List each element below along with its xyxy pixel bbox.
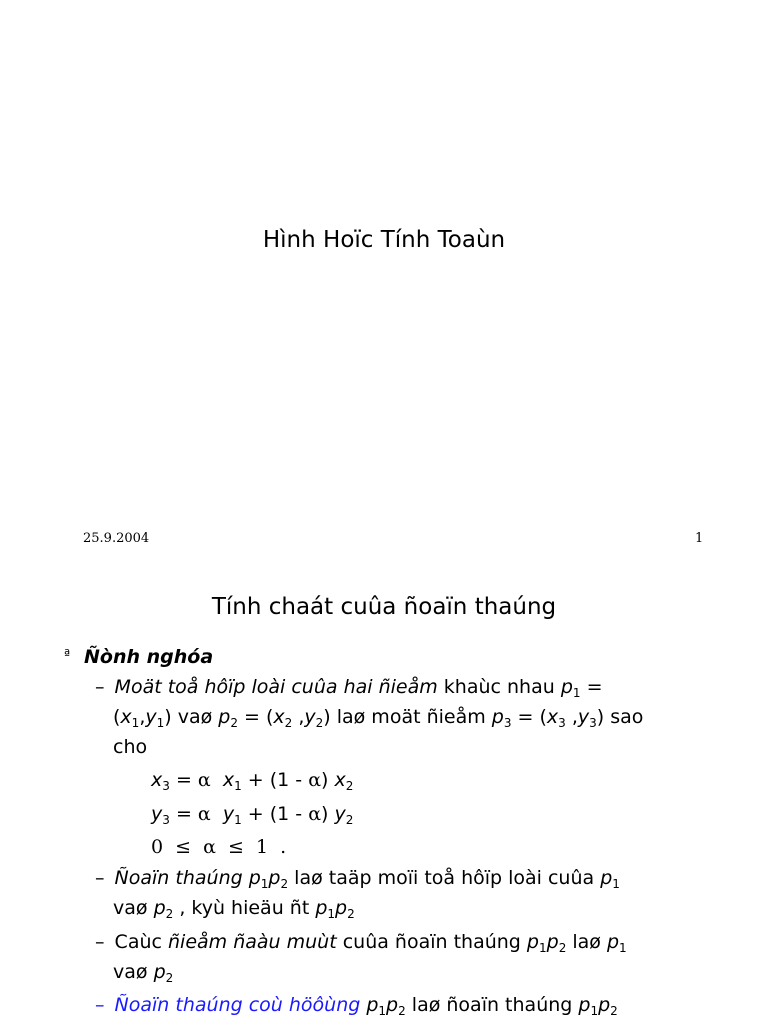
bullet-icon: ª — [64, 648, 71, 663]
definition-line-2: $(x_1,y_1)$ vaø $p_2 = (x_2$ $,y_2$) laø moät ñieåm $p_3 = (x_3$ $,y_3$) sao — [113, 706, 644, 730]
slide-1-page-number: 1 — [695, 531, 704, 546]
endpoints-line-1: – Caùc ñieåm ñaàu muùt cuûa ñoaïn thaúng $p_1p_2$ laø $p_1$ — [95, 931, 627, 955]
definition-line-3: cho — [113, 736, 148, 758]
formula-alpha-range: 0 ≤ α ≤ 1 . — [151, 836, 287, 858]
slide-2 — [0, 560, 768, 1024]
formula-y3: $y_3 = \alpha$ $y_1 + (1 - \alpha)$ $y_2$ — [151, 803, 354, 827]
slide-1-date: 25.9.2004 — [83, 531, 150, 546]
endpoints-line-2: vaø $p_2$ — [113, 961, 174, 985]
segment-line-1: – Ñoaïn thaúng $p_1p_2$ laø taäp moïi toå hôïp loài cuûa $p_1$ — [95, 867, 620, 891]
definition-line-1: – Moät toå hôïp loài cuûa hai ñieåm khaùc nhau $p_1$ = — [95, 676, 603, 700]
definition-heading: Ñònh nghóa — [84, 646, 214, 668]
slide-1-title: Hình Hoïc Tính Toaùn — [262, 227, 506, 253]
segment-line-2: vaø $p_2$ , kyù hieäu ñt $p_1p_2$ — [113, 897, 355, 921]
formula-x3: $x_3 = \alpha$ $x_1 + (1 - \alpha)$ $x_2$ — [151, 769, 354, 793]
slide-2-title: Tính chaát cuûa ñoaïn thaúng — [211, 594, 557, 620]
directed-segment-line: – Ñoaïn thaúng coù höôùng $p_1p_2$ laø ñoaïn thaúng $p_1p_2$ — [95, 994, 618, 1018]
